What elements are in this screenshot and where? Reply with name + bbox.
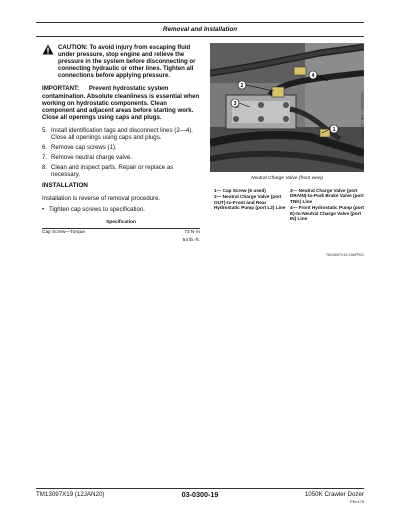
spec-value-alt: 54 lb.-ft. xyxy=(182,237,200,243)
important-text: Prevent hydrostatic system contamination. Absolute cleanliness is essential when working on hydrostatic components. Clean component and adjacent areas before starting work. Close all openings using caps and plugs. xyxy=(42,85,200,121)
legend-item: 3— Neutral Charge Valve (port DRAIN)-to-Park Brake Valve (port TNK) Line xyxy=(290,188,364,204)
installation-text: Installation is reverse of removal procedure. xyxy=(42,194,161,202)
spec-value: 73 N·m xyxy=(184,229,200,235)
specification-heading: Specification xyxy=(106,219,136,225)
warning-triangle-icon xyxy=(42,44,54,55)
installation-bullet xyxy=(42,206,200,213)
step-text: Remove neutral charge valve. xyxy=(51,154,132,162)
step-text: Remove cap screws (1). xyxy=(51,144,117,152)
callout-4: 4 xyxy=(311,73,315,79)
important-block xyxy=(42,85,200,120)
header-bottom-rule xyxy=(36,36,364,37)
legend-left-column xyxy=(214,188,288,212)
footer-page-ref: 03-0300-19 xyxy=(181,490,219,499)
legend-item: 1— Cap Screw (6 used) xyxy=(214,188,266,193)
step-text: Install identification tags and disconnect lines (2—4). Close all openings using caps and plugs. xyxy=(51,126,193,142)
callout-3: 3 xyxy=(233,101,237,107)
page-section-title: Removal and Installation xyxy=(162,26,238,33)
installation-heading: INSTALLATION xyxy=(42,181,88,189)
procedure-column xyxy=(42,44,200,245)
footer-doc-id: TM13097X19 (12JAN20) xyxy=(36,491,105,498)
figure-reference-id: TM13097X19-19APR21 xyxy=(325,253,364,257)
bullet-text: Tighten cap screws to specification. xyxy=(49,205,145,213)
step-number: 7. xyxy=(42,154,48,162)
step-number: 8. xyxy=(42,164,48,172)
step-item xyxy=(42,154,200,161)
footer-model: 1050K Crawler Dozer xyxy=(304,491,364,498)
figure-caption: Neutral Charge Valve (front view) xyxy=(250,176,324,181)
bullet-icon: • xyxy=(42,205,45,213)
step-list xyxy=(42,127,200,179)
caution-block xyxy=(42,44,200,79)
spec-row-alt xyxy=(42,237,200,245)
figure-side-id: TX1200624 —UN—15FEB16 xyxy=(360,92,364,139)
legend-right-column xyxy=(290,188,364,222)
callout-1: 1 xyxy=(332,127,336,133)
step-item xyxy=(42,164,200,178)
step-number: 6. xyxy=(42,144,48,152)
footer-rule xyxy=(36,488,364,489)
step-number: 5. xyxy=(42,126,48,134)
legend-item: 2— Neutral Charge Valve (port OUT)-to-Front and Rear Hydrostatic Pump (port L2) Line xyxy=(214,194,286,211)
step-item xyxy=(42,144,200,151)
caution-text: CAUTION: To avoid injury from escaping fluid under pressure, stop engine and relieve the pressure in the system before disconnecting or connecting hydraulic or other lines. Tighten all connections before applying pressure. xyxy=(58,44,196,80)
spec-row xyxy=(42,229,200,237)
header-top-rule xyxy=(36,22,364,23)
valve-illustration xyxy=(210,43,364,172)
important-lead: IMPORTANT: xyxy=(42,85,80,93)
callout-2: 2 xyxy=(240,83,244,89)
step-item xyxy=(42,127,200,141)
legend-item: 4— Front Hydrostatic Pump (port E)-to-Neutral Charge Valve (port IN) Line xyxy=(290,205,364,222)
neutral-charge-valve-photo xyxy=(210,43,364,172)
step-text: Clean and inspect parts. Repair or replace as necessary. xyxy=(51,164,174,179)
footer-page-num: PN=175 xyxy=(350,500,364,504)
spec-label: Cap Screw—Torque xyxy=(42,229,85,235)
